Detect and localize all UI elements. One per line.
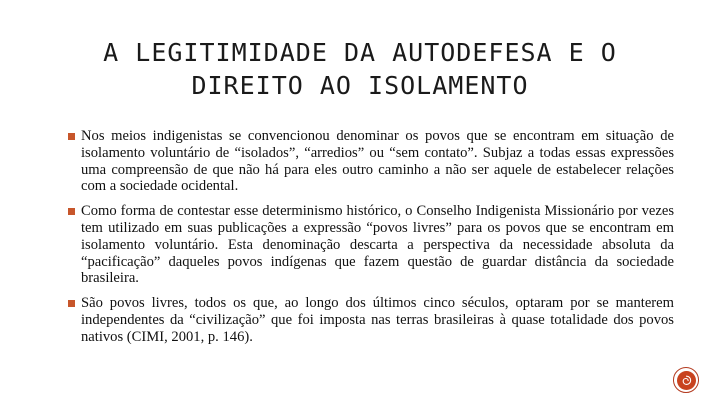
swirl-glyph-icon [680,374,693,387]
bullet-text: Como forma de contestar esse determinismo histórico, o Conselho Indigenista Missionário por vezes tem utilizado em suas publicações a expressão “povos livres” para os povos que se encontram em isolamento voluntário. Esta denominação descarta a perspectiva da necessidade absoluta da “pacificação” daqueles povos indígenas que fazem questão de guardar distância da sociedade brasileira. [81,203,674,287]
bullet-text: São povos livres, todos os que, ao longo dos últimos cinco séculos, optaram por se manterem independentes da “civilização” que foi imposta nas terras brasileiras à quase totalidade dos povos nativos (CIMI, 2001, p. 146). [81,295,674,345]
bullet-list [68,128,674,354]
bullet-square-icon [68,208,75,215]
bullet-item [68,128,674,195]
slide-title: A LEGITIMIDADE DA AUTODEFESA E O DIREITO AO ISOLAMENTO [103,38,617,100]
circle-swirl-inner [677,371,696,390]
bullet-text: Nos meios indigenistas se convencionou denominar os povos que se encontram em situação de isolamento voluntário de “isolados”, “arredios” ou “sem contato”. Subjaz a todas essas expressões uma compreensão de que não há para eles outro caminho a não ser aquele de estabelecer relações com a sociedade ocidental. [81,128,674,195]
bullet-item [68,295,674,345]
bullet-item [68,203,674,287]
circle-swirl-icon [673,367,699,393]
bullet-square-icon [68,300,75,307]
bullet-square-icon [68,133,75,140]
